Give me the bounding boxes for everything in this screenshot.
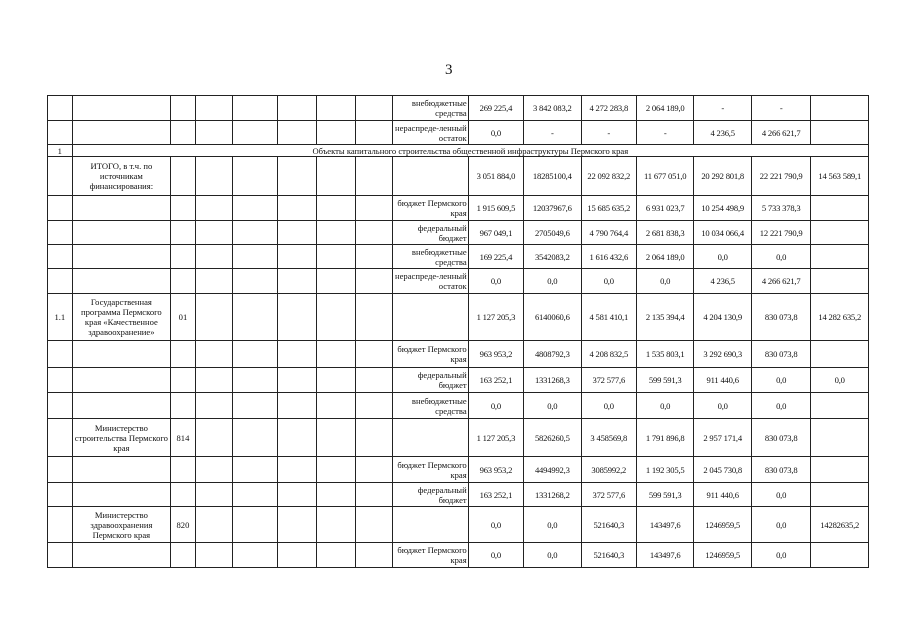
amount-cell: 4808792,3 <box>524 341 581 368</box>
amount-cell: 11 677 051,0 <box>636 157 693 196</box>
funding-source: федеральный бюджет <box>392 483 468 507</box>
empty-cell <box>316 507 355 543</box>
empty-cell <box>232 269 277 294</box>
amount-cell: 0,0 <box>751 393 811 419</box>
empty-cell <box>277 507 316 543</box>
table-row <box>48 196 869 221</box>
section-number: 1 <box>48 145 73 157</box>
empty-cell <box>232 245 277 269</box>
amount-cell: 0,0 <box>636 393 693 419</box>
funding-source: внебюджетные средства <box>392 393 468 419</box>
amount-cell: 830 073,8 <box>751 457 811 483</box>
program-name: ИТОГО, в т.ч. по источникам финансирования: <box>72 157 171 196</box>
row-number <box>48 543 73 568</box>
funding-source: нераспреде-ленный остаток <box>392 269 468 294</box>
funding-source: внебюджетные средства <box>392 245 468 269</box>
amount-cell: 0,0 <box>751 483 811 507</box>
amount-cell <box>811 419 869 457</box>
amount-cell: 18285100,4 <box>524 157 581 196</box>
amount-cell: 0,0 <box>694 393 751 419</box>
amount-cell: 1246959,5 <box>694 543 751 568</box>
amount-cell: 22 221 790,9 <box>751 157 811 196</box>
row-number <box>48 121 73 145</box>
program-name <box>72 483 171 507</box>
empty-cell <box>232 341 277 368</box>
amount-cell: 10 254 498,9 <box>694 196 751 221</box>
program-name <box>72 121 171 145</box>
program-name <box>72 96 171 121</box>
amount-cell: 22 092 832,2 <box>581 157 636 196</box>
amount-cell <box>811 483 869 507</box>
amount-cell: 4 236,5 <box>694 121 751 145</box>
amount-cell: 0,0 <box>811 368 869 393</box>
amount-cell: 599 591,3 <box>636 483 693 507</box>
admin-code <box>171 245 196 269</box>
table-row <box>48 121 869 145</box>
amount-cell <box>811 121 869 145</box>
section-title: Объекты капитального строительства общественной инфраструктуры Пермского края <box>72 145 868 157</box>
row-number <box>48 196 73 221</box>
amount-cell: 1 791 896,8 <box>636 419 693 457</box>
empty-cell <box>195 294 232 341</box>
amount-cell: 1 616 432,6 <box>581 245 636 269</box>
amount-cell: 0,0 <box>524 507 581 543</box>
amount-cell: 830 073,8 <box>751 419 811 457</box>
funding-source: бюджет Пермского края <box>392 543 468 568</box>
empty-cell <box>232 419 277 457</box>
empty-cell <box>232 96 277 121</box>
empty-cell <box>277 245 316 269</box>
amount-cell: 963 953,2 <box>468 341 523 368</box>
amount-cell: - <box>524 121 581 145</box>
amount-cell: 10 034 066,4 <box>694 221 751 245</box>
empty-cell <box>316 294 355 341</box>
empty-cell <box>277 121 316 145</box>
row-number <box>48 341 73 368</box>
amount-cell: 963 953,2 <box>468 457 523 483</box>
table-row <box>48 507 869 543</box>
funding-source: внебюджетные средства <box>392 96 468 121</box>
budget-table <box>47 95 869 568</box>
row-number <box>48 157 73 196</box>
amount-cell: 830 073,8 <box>751 341 811 368</box>
amount-cell: 4 236,5 <box>694 269 751 294</box>
amount-cell: 1 192 305,5 <box>636 457 693 483</box>
amount-cell: 0,0 <box>468 269 523 294</box>
amount-cell: 5826260,5 <box>524 419 581 457</box>
amount-cell <box>811 543 869 568</box>
amount-cell: 269 225,4 <box>468 96 523 121</box>
amount-cell <box>811 393 869 419</box>
empty-cell <box>355 368 392 393</box>
amount-cell: 2 135 394,4 <box>636 294 693 341</box>
program-name: Министерство здравоохранения Пермского края <box>72 507 171 543</box>
empty-cell <box>316 96 355 121</box>
amount-cell: 14282635,2 <box>811 507 869 543</box>
empty-cell <box>355 507 392 543</box>
empty-cell <box>316 245 355 269</box>
table-row <box>48 96 869 121</box>
empty-cell <box>355 196 392 221</box>
amount-cell: 3 292 690,3 <box>694 341 751 368</box>
empty-cell <box>195 393 232 419</box>
amount-cell: 4 790 764,4 <box>581 221 636 245</box>
empty-cell <box>355 96 392 121</box>
admin-code <box>171 157 196 196</box>
amount-cell: 1 535 803,1 <box>636 341 693 368</box>
empty-cell <box>232 196 277 221</box>
admin-code <box>171 269 196 294</box>
amount-cell: 0,0 <box>468 507 523 543</box>
program-name <box>72 393 171 419</box>
amount-cell <box>811 96 869 121</box>
row-number <box>48 483 73 507</box>
empty-cell <box>232 368 277 393</box>
amount-cell: 2 957 171,4 <box>694 419 751 457</box>
row-number <box>48 221 73 245</box>
empty-cell <box>195 96 232 121</box>
row-number <box>48 269 73 294</box>
program-name <box>72 245 171 269</box>
amount-cell: 1331268,3 <box>524 368 581 393</box>
table-row <box>48 269 869 294</box>
amount-cell <box>811 457 869 483</box>
empty-cell <box>195 245 232 269</box>
amount-cell: 0,0 <box>468 393 523 419</box>
amount-cell <box>811 245 869 269</box>
funding-source <box>392 507 468 543</box>
amount-cell: 6 931 023,7 <box>636 196 693 221</box>
empty-cell <box>355 157 392 196</box>
empty-cell <box>195 368 232 393</box>
amount-cell: 4 208 832,5 <box>581 341 636 368</box>
table-row <box>48 245 869 269</box>
empty-cell <box>355 245 392 269</box>
empty-cell <box>195 121 232 145</box>
amount-cell: 599 591,3 <box>636 368 693 393</box>
amount-cell: 3542083,2 <box>524 245 581 269</box>
amount-cell: 1246959,5 <box>694 507 751 543</box>
row-number <box>48 457 73 483</box>
admin-code <box>171 196 196 221</box>
empty-cell <box>355 294 392 341</box>
empty-cell <box>316 221 355 245</box>
table-row <box>48 419 869 457</box>
row-number <box>48 368 73 393</box>
row-number <box>48 419 73 457</box>
empty-cell <box>232 543 277 568</box>
empty-cell <box>277 294 316 341</box>
funding-source: бюджет Пермского края <box>392 196 468 221</box>
empty-cell <box>355 269 392 294</box>
amount-cell: - <box>751 96 811 121</box>
row-number <box>48 507 73 543</box>
amount-cell: - <box>581 121 636 145</box>
section-row <box>48 145 869 157</box>
empty-cell <box>195 157 232 196</box>
amount-cell: 4 266 621,7 <box>751 121 811 145</box>
empty-cell <box>195 457 232 483</box>
funding-source <box>392 419 468 457</box>
amount-cell: 0,0 <box>581 393 636 419</box>
empty-cell <box>355 543 392 568</box>
amount-cell <box>811 196 869 221</box>
amount-cell: 169 225,4 <box>468 245 523 269</box>
empty-cell <box>355 419 392 457</box>
program-name <box>72 196 171 221</box>
table-row <box>48 294 869 341</box>
empty-cell <box>232 507 277 543</box>
empty-cell <box>316 157 355 196</box>
empty-cell <box>355 121 392 145</box>
amount-cell <box>811 341 869 368</box>
funding-source <box>392 157 468 196</box>
amount-cell: - <box>694 96 751 121</box>
empty-cell <box>232 121 277 145</box>
program-name <box>72 341 171 368</box>
empty-cell <box>232 294 277 341</box>
empty-cell <box>277 483 316 507</box>
empty-cell <box>316 121 355 145</box>
amount-cell: 0,0 <box>751 245 811 269</box>
empty-cell <box>277 96 316 121</box>
table-row <box>48 157 869 196</box>
page-number: 3 <box>445 62 453 78</box>
amount-cell: 911 440,6 <box>694 483 751 507</box>
amount-cell: 0,0 <box>524 393 581 419</box>
amount-cell: 3 051 884,0 <box>468 157 523 196</box>
empty-cell <box>277 269 316 294</box>
amount-cell <box>811 269 869 294</box>
empty-cell <box>316 483 355 507</box>
funding-source: бюджет Пермского края <box>392 457 468 483</box>
amount-cell: 0,0 <box>524 543 581 568</box>
amount-cell: 14 563 589,1 <box>811 157 869 196</box>
amount-cell: 2 045 730,8 <box>694 457 751 483</box>
amount-cell: 0,0 <box>524 269 581 294</box>
table-row <box>48 368 869 393</box>
empty-cell <box>195 507 232 543</box>
table-row <box>48 341 869 368</box>
amount-cell: - <box>636 121 693 145</box>
amount-cell: 4494992,3 <box>524 457 581 483</box>
amount-cell: 2 681 838,3 <box>636 221 693 245</box>
amount-cell: 2 064 189,0 <box>636 96 693 121</box>
amount-cell: 163 252,1 <box>468 368 523 393</box>
amount-cell: 2 064 189,0 <box>636 245 693 269</box>
admin-code: 820 <box>171 507 196 543</box>
amount-cell: 163 252,1 <box>468 483 523 507</box>
amount-cell: 521640,3 <box>581 543 636 568</box>
empty-cell <box>316 393 355 419</box>
row-number <box>48 245 73 269</box>
admin-code <box>171 543 196 568</box>
empty-cell <box>232 457 277 483</box>
admin-code <box>171 341 196 368</box>
empty-cell <box>232 157 277 196</box>
amount-cell: 3 842 083,2 <box>524 96 581 121</box>
amount-cell: 3085992,2 <box>581 457 636 483</box>
funding-source: нераспреде-ленный остаток <box>392 121 468 145</box>
program-name <box>72 221 171 245</box>
empty-cell <box>316 196 355 221</box>
empty-cell <box>195 483 232 507</box>
admin-code <box>171 368 196 393</box>
empty-cell <box>277 457 316 483</box>
admin-code <box>171 221 196 245</box>
admin-code <box>171 483 196 507</box>
amount-cell: 4 266 621,7 <box>751 269 811 294</box>
admin-code: 814 <box>171 419 196 457</box>
amount-cell: 143497,6 <box>636 543 693 568</box>
amount-cell: 15 685 635,2 <box>581 196 636 221</box>
amount-cell <box>811 221 869 245</box>
funding-source: федеральный бюджет <box>392 221 468 245</box>
empty-cell <box>277 157 316 196</box>
empty-cell <box>355 393 392 419</box>
empty-cell <box>195 269 232 294</box>
empty-cell <box>277 341 316 368</box>
amount-cell: 5 733 378,3 <box>751 196 811 221</box>
empty-cell <box>232 221 277 245</box>
admin-code <box>171 393 196 419</box>
amount-cell: 20 292 801,8 <box>694 157 751 196</box>
row-number <box>48 96 73 121</box>
empty-cell <box>277 196 316 221</box>
funding-source: федеральный бюджет <box>392 368 468 393</box>
amount-cell: 0,0 <box>694 245 751 269</box>
empty-cell <box>195 419 232 457</box>
empty-cell <box>232 483 277 507</box>
amount-cell: 521640,3 <box>581 507 636 543</box>
amount-cell: 0,0 <box>468 121 523 145</box>
amount-cell: 1 127 205,3 <box>468 294 523 341</box>
amount-cell: 143497,6 <box>636 507 693 543</box>
empty-cell <box>355 341 392 368</box>
empty-cell <box>316 368 355 393</box>
empty-cell <box>195 196 232 221</box>
amount-cell: 0,0 <box>581 269 636 294</box>
table-row <box>48 483 869 507</box>
empty-cell <box>277 543 316 568</box>
empty-cell <box>277 368 316 393</box>
empty-cell <box>355 457 392 483</box>
empty-cell <box>277 419 316 457</box>
program-name <box>72 457 171 483</box>
amount-cell: 0,0 <box>751 507 811 543</box>
admin-code <box>171 96 196 121</box>
empty-cell <box>355 483 392 507</box>
amount-cell: 4 581 410,1 <box>581 294 636 341</box>
empty-cell <box>232 393 277 419</box>
row-number <box>48 393 73 419</box>
amount-cell: 1 127 205,3 <box>468 419 523 457</box>
amount-cell: 14 282 635,2 <box>811 294 869 341</box>
empty-cell <box>316 419 355 457</box>
table-row <box>48 221 869 245</box>
funding-source: бюджет Пермского края <box>392 341 468 368</box>
row-number: 1.1 <box>48 294 73 341</box>
amount-cell: 830 073,8 <box>751 294 811 341</box>
budget-table-body <box>48 96 869 568</box>
table-row <box>48 457 869 483</box>
amount-cell: 4 204 130,9 <box>694 294 751 341</box>
empty-cell <box>316 457 355 483</box>
amount-cell: 0,0 <box>468 543 523 568</box>
empty-cell <box>277 393 316 419</box>
admin-code: 01 <box>171 294 196 341</box>
amount-cell: 3 458569,8 <box>581 419 636 457</box>
amount-cell: 372 577,6 <box>581 368 636 393</box>
amount-cell: 6140060,6 <box>524 294 581 341</box>
program-name <box>72 543 171 568</box>
amount-cell: 2705049,6 <box>524 221 581 245</box>
amount-cell: 0,0 <box>636 269 693 294</box>
admin-code <box>171 121 196 145</box>
table-row <box>48 393 869 419</box>
funding-source <box>392 294 468 341</box>
amount-cell: 0,0 <box>751 543 811 568</box>
amount-cell: 0,0 <box>751 368 811 393</box>
program-name: Министерство строительства Пермского края <box>72 419 171 457</box>
amount-cell: 967 049,1 <box>468 221 523 245</box>
amount-cell: 4 272 283,8 <box>581 96 636 121</box>
empty-cell <box>316 341 355 368</box>
admin-code <box>171 457 196 483</box>
amount-cell: 1331268,2 <box>524 483 581 507</box>
empty-cell <box>316 269 355 294</box>
table-row <box>48 543 869 568</box>
program-name: Государственная программа Пермского края «Качественное здравоохранение» <box>72 294 171 341</box>
amount-cell: 911 440,6 <box>694 368 751 393</box>
empty-cell <box>195 543 232 568</box>
amount-cell: 12 221 790,9 <box>751 221 811 245</box>
empty-cell <box>195 341 232 368</box>
program-name <box>72 368 171 393</box>
empty-cell <box>277 221 316 245</box>
empty-cell <box>355 221 392 245</box>
program-name <box>72 269 171 294</box>
empty-cell <box>195 221 232 245</box>
amount-cell: 12037967,6 <box>524 196 581 221</box>
amount-cell: 372 577,6 <box>581 483 636 507</box>
amount-cell: 1 915 609,5 <box>468 196 523 221</box>
empty-cell <box>316 543 355 568</box>
